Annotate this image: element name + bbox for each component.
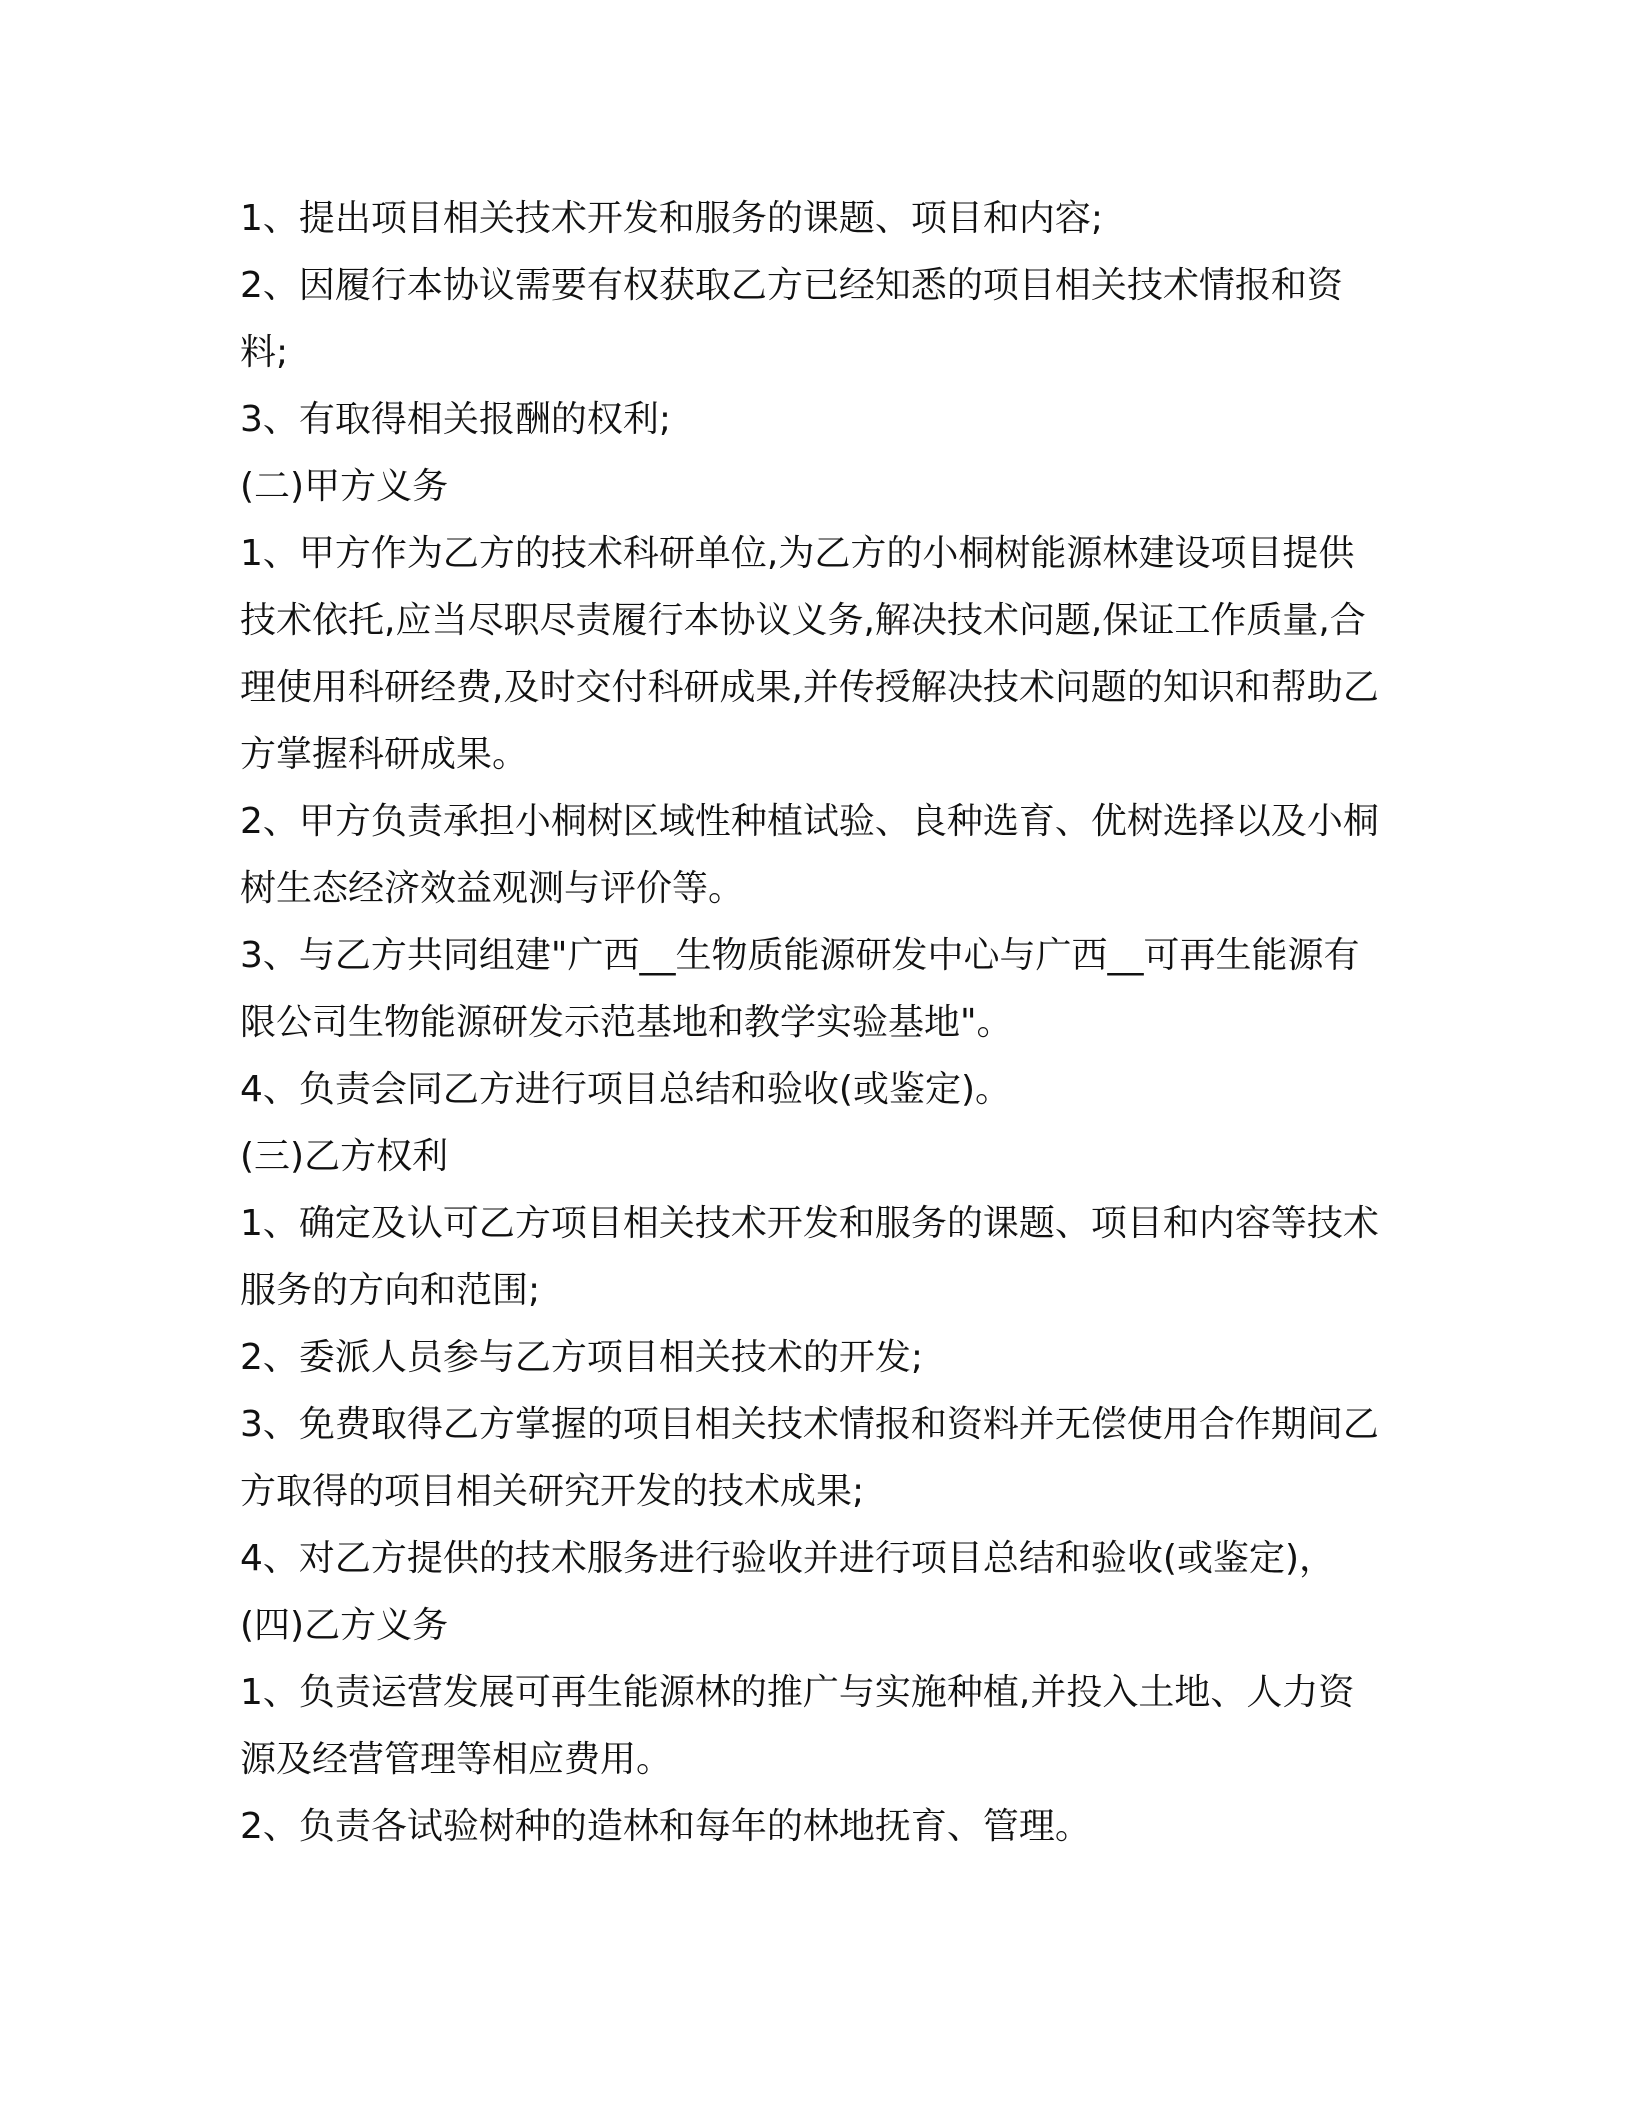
- paragraph-1: 1、提出项目相关技术开发和服务的课题、项目和内容;: [240, 198, 1104, 239]
- section-heading-party-b-obligations: (四)乙方义务: [240, 1605, 449, 1646]
- paragraph-10: 1、确定及认可乙方项目相关技术开发和服务的课题、项目和内容等技术服务的方向和范围;: [240, 1203, 1379, 1311]
- paragraph-8: 4、负责会同乙方进行项目总结和验收(或鉴定)。: [240, 1069, 1011, 1110]
- paragraph-6: 2、甲方负责承担小桐树区域性种植试验、良种选育、优树选择以及小桐树生态经济效益观测与评价等。: [240, 801, 1379, 909]
- paragraph-3: 3、有取得相关报酬的权利;: [240, 399, 672, 440]
- paragraph-7: 3、与乙方共同组建"广西__生物质能源研发中心与广西__可再生能源有限公司生物能源研发示范基地和教学实验基地"。: [240, 935, 1360, 1043]
- document-body: [240, 185, 1380, 1860]
- paragraph-13: 4、对乙方提供的技术服务进行验收并进行项目总结和验收(或鉴定)，: [240, 1538, 1335, 1579]
- paragraph-12: 3、免费取得乙方掌握的项目相关技术情报和资料并无偿使用合作期间乙方取得的项目相关研究开发的技术成果;: [240, 1404, 1379, 1512]
- paragraph-15: 1、负责运营发展可再生能源林的推广与实施种植,并投入土地、人力资源及经营管理等相应费用。: [240, 1672, 1355, 1780]
- section-heading-party-b-rights: (三)乙方权利: [240, 1136, 449, 1177]
- paragraph-2: 2、因履行本协议需要有权获取乙方已经知悉的项目相关技术情报和资料;: [240, 265, 1343, 373]
- paragraph-11: 2、委派人员参与乙方项目相关技术的开发;: [240, 1337, 924, 1378]
- paragraph-16: 2、负责各试验树种的造林和每年的林地抚育、管理。: [240, 1806, 1091, 1847]
- section-heading-party-a-obligations: (二)甲方义务: [240, 466, 449, 507]
- paragraph-5: 1、甲方作为乙方的技术科研单位,为乙方的小桐树能源林建设项目提供技术依托,应当尽职尽责履行本协议义务,解决技术问题,保证工作质量,合理使用科研经费,及时交付科研成果,并传授解决技术问题的知识和帮助乙方掌握科研成果。: [240, 533, 1379, 775]
